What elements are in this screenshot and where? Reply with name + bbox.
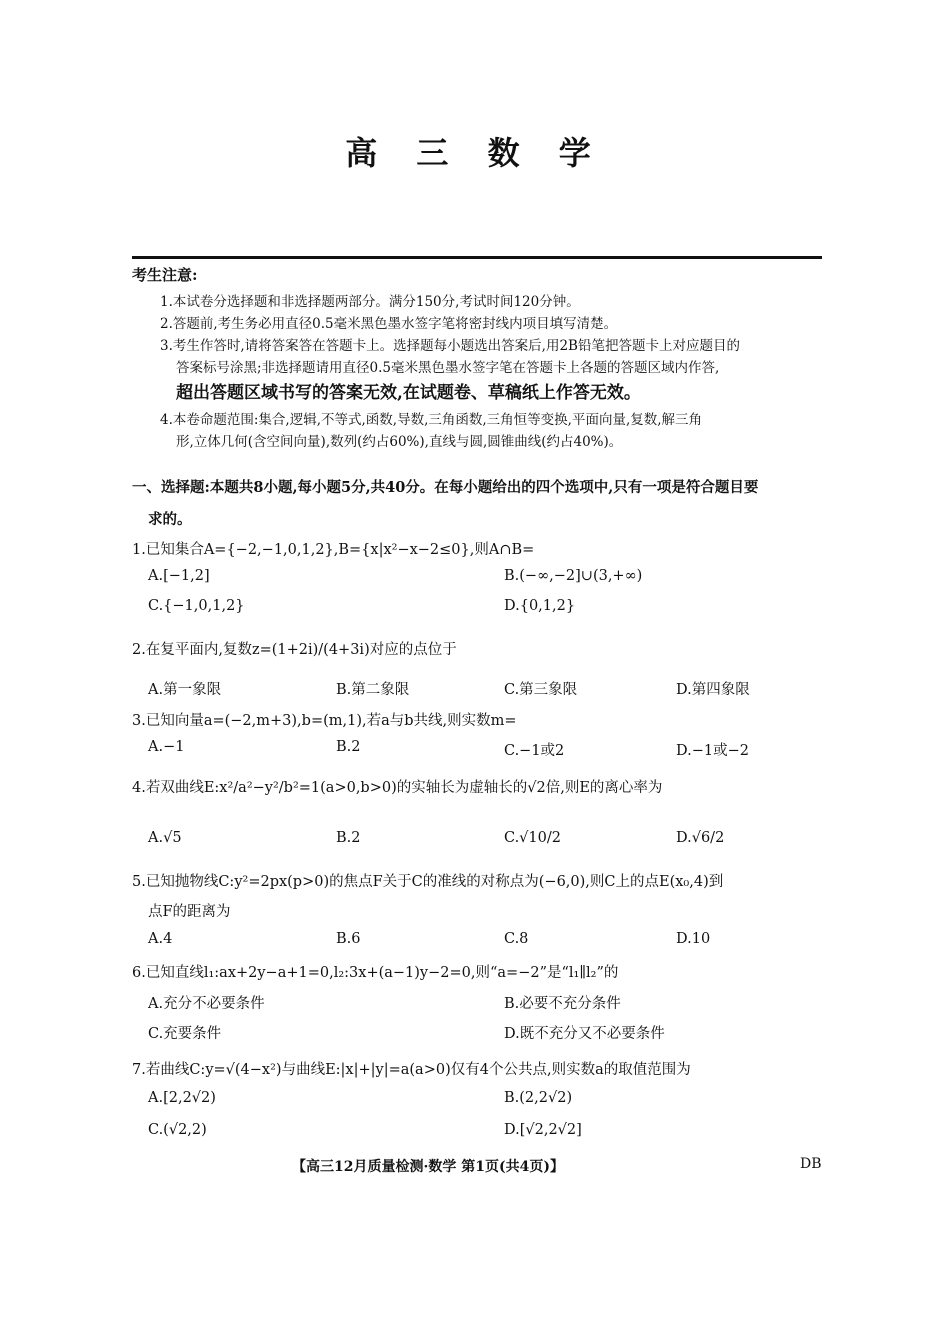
question-1-option-d: D.{0,1,2} [504,598,576,614]
question-5-stem: 5.已知抛物线C:y²=2px(p>0)的焦点F关于C的准线的对称点为(−6,0),则C上的点E(x₀,4)到 [132,874,724,890]
question-5-option-a: A.4 [148,931,173,947]
question-3-option-b: B.2 [336,739,361,755]
question-2-option-c: C.第三象限 [504,682,578,698]
question-7-option-b: B.(2,2√2) [504,1090,573,1106]
question-6-option-d: D.既不充分又不必要条件 [504,1026,665,1042]
notice-item-4-cont: 形,立体几何(含空间向量),数列(约占60%),直线与圆,圆锥曲线(约占40%)。 [176,434,623,450]
question-2-option-d: D.第四象限 [676,682,750,698]
question-3-option-a: A.−1 [148,739,185,755]
question-1-stem: 1.已知集合A={−2,−1,0,1,2},B={x|x²−x−2≤0},则A∩B= [132,542,535,558]
notice-item-4: 4.本卷命题范围:集合,逻辑,不等式,函数,导数,三角函数,三角恒等变换,平面向量,复数,解三角 [160,412,703,428]
question-3-option-d: D.−1或−2 [676,743,749,759]
question-1-option-b: B.(−∞,−2]∪(3,+∞) [504,568,643,584]
question-7-stem: 7.若曲线C:y=√(4−x²)与曲线E:|x|+|y|=a(a>0)仅有4个公共点,则实数a的取值范围为 [132,1062,691,1078]
question-1-option-a: A.[−1,2] [148,568,210,584]
question-5-option-b: B.6 [336,931,361,947]
question-4-option-b: B.2 [336,830,361,846]
page-footer: 【高三12月质量检测·数学 第1页(共4页)】 [292,1159,564,1175]
question-2-option-a: A.第一象限 [148,682,222,698]
question-6-option-c: C.充要条件 [148,1026,222,1042]
question-5-stem-cont: 点F的距离为 [148,904,231,920]
notice-item-3: 3.考生作答时,请将答案答在答题卡上。选择题每小题选出答案后,用2B铅笔把答题卡上对应题目的 [160,338,740,354]
question-7-option-c: C.(√2,2) [148,1122,207,1138]
question-3-stem: 3.已知向量a=(−2,m+3),b=(m,1),若a与b共线,则实数m= [132,713,517,729]
section-heading-cont: 求的。 [148,511,192,528]
question-6-option-a: A.充分不必要条件 [148,996,265,1012]
notice-item-1: 1.本试卷分选择题和非选择题两部分。满分150分,考试时间120分钟。 [160,294,580,310]
question-3-option-c: C.−1或2 [504,743,565,759]
question-6-option-b: B.必要不充分条件 [504,996,621,1012]
question-2-stem: 2.在复平面内,复数z=(1+2i)/(4+3i)对应的点位于 [132,642,457,658]
question-4-option-d: D.√6/2 [676,830,725,846]
question-7-option-a: A.[2,2√2) [148,1090,216,1106]
section-heading: 一、选择题:本题共8小题,每小题5分,共40分。在每小题给出的四个选项中,只有一项是符合题目要 [132,479,759,496]
question-5-option-d: D.10 [676,931,711,947]
header-rule [132,256,822,259]
question-4-option-c: C.√10/2 [504,830,561,846]
question-4-option-a: A.√5 [148,830,182,846]
question-2-option-b: B.第二象限 [336,682,410,698]
question-4-stem: 4.若双曲线E:x²/a²−y²/b²=1(a>0,b>0)的实轴长为虚轴长的√2倍,则E的离心率为 [132,780,663,796]
question-6-stem: 6.已知直线l₁:ax+2y−a+1=0,l₂:3x+(a−1)y−2=0,则“a=−2”是“l₁∥l₂”的 [132,965,619,981]
notice-item-3-cont: 答案标号涂黑;非选择题请用直径0.5毫米黑色墨水签字笔在答题卡上各题的答题区域内作答, [176,360,720,376]
notice-heading: 考生注意: [132,266,198,284]
question-7-option-d: D.[√2,2√2] [504,1122,582,1138]
paper-code: DB [800,1156,822,1172]
notice-item-2: 2.答题前,考生务必用直径0.5毫米黑色墨水签字笔将密封线内项目填写清楚。 [160,316,618,332]
question-1-option-c: C.{−1,0,1,2} [148,598,245,614]
notice-item-3-bold: 超出答题区域书写的答案无效,在试题卷、草稿纸上作答无效。 [176,383,641,403]
page-title: 高 三 数 学 [345,134,605,172]
question-5-option-c: C.8 [504,931,529,947]
